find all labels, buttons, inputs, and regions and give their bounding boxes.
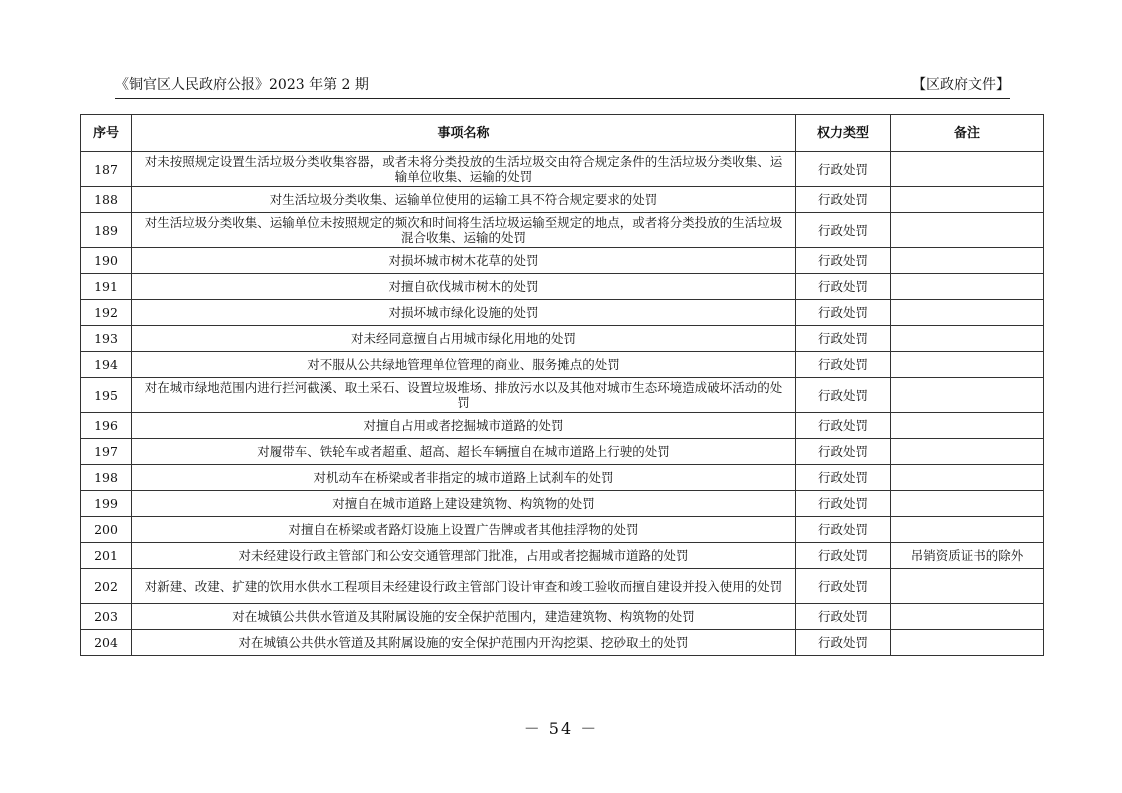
cell-item-name: 对不服从公共绿地管理单位管理的商业、服务摊点的处罚 (132, 352, 796, 378)
cell-item-name: 对机动车在桥梁或者非指定的城市道路上试刹车的处罚 (132, 465, 796, 491)
cell-note: 吊销资质证书的除外 (891, 543, 1044, 569)
cell-item-name: 对在城镇公共供水管道及其附属设施的安全保护范围内开沟挖渠、挖砂取土的处罚 (132, 630, 796, 656)
table-body (81, 152, 1044, 656)
table-row (81, 543, 1044, 569)
table-row (81, 378, 1044, 413)
cell-note (891, 517, 1044, 543)
cell-item-name: 对损坏城市绿化设施的处罚 (132, 300, 796, 326)
table-row (81, 517, 1044, 543)
column-header-name: 事项名称 (132, 115, 796, 152)
cell-note (891, 300, 1044, 326)
cell-power-type: 行政处罚 (796, 352, 891, 378)
cell-item-name: 对生活垃圾分类收集、运输单位使用的运输工具不符合规定要求的处罚 (132, 187, 796, 213)
cell-power-type: 行政处罚 (796, 604, 891, 630)
table-row (81, 569, 1044, 604)
cell-item-name: 对擅自砍伐城市树木的处罚 (132, 274, 796, 300)
cell-power-type: 行政处罚 (796, 213, 891, 248)
cell-no: 193 (81, 326, 132, 352)
cell-item-name: 对履带车、铁轮车或者超重、超高、超长车辆擅自在城市道路上行驶的处罚 (132, 439, 796, 465)
table-row (81, 213, 1044, 248)
cell-note (891, 152, 1044, 187)
cell-item-name: 对未经同意擅自占用城市绿化用地的处罚 (132, 326, 796, 352)
cell-note (891, 569, 1044, 604)
table-row (81, 274, 1044, 300)
cell-no: 199 (81, 491, 132, 517)
cell-no: 189 (81, 213, 132, 248)
cell-note (891, 465, 1044, 491)
cell-note (891, 326, 1044, 352)
cell-note (891, 439, 1044, 465)
table-row (81, 439, 1044, 465)
cell-no: 192 (81, 300, 132, 326)
cell-item-name: 对新建、改建、扩建的饮用水供水工程项目未经建设行政主管部门设计审查和竣工验收而擅自建设并投入使用的处罚 (132, 569, 796, 604)
cell-power-type: 行政处罚 (796, 413, 891, 439)
cell-power-type: 行政处罚 (796, 248, 891, 274)
cell-item-name: 对损坏城市树木花草的处罚 (132, 248, 796, 274)
cell-note (891, 213, 1044, 248)
cell-item-name: 对擅自占用或者挖掘城市道路的处罚 (132, 413, 796, 439)
table-row (81, 248, 1044, 274)
table-row (81, 465, 1044, 491)
cell-power-type: 行政处罚 (796, 465, 891, 491)
cell-power-type: 行政处罚 (796, 274, 891, 300)
column-header-type: 权力类型 (796, 115, 891, 152)
table-row (81, 152, 1044, 187)
cell-no: 188 (81, 187, 132, 213)
cell-no: 187 (81, 152, 132, 187)
cell-item-name: 对生活垃圾分类收集、运输单位未按照规定的频次和时间将生活垃圾运输至规定的地点，或者将分类投放的生活垃圾混合收集、运输的处罚 (132, 213, 796, 248)
table-header-row (81, 115, 1044, 152)
table-row (81, 413, 1044, 439)
page-header (115, 76, 1010, 99)
cell-no: 194 (81, 352, 132, 378)
cell-power-type: 行政处罚 (796, 326, 891, 352)
table-row (81, 604, 1044, 630)
cell-note (891, 413, 1044, 439)
cell-note (891, 491, 1044, 517)
table-row (81, 326, 1044, 352)
section-label: 【区政府文件】 (912, 77, 1010, 93)
cell-power-type: 行政处罚 (796, 630, 891, 656)
cell-note (891, 187, 1044, 213)
cell-note (891, 604, 1044, 630)
cell-power-type: 行政处罚 (796, 491, 891, 517)
column-header-no: 序号 (81, 115, 132, 152)
publication-title: 《铜官区人民政府公报》2023 年第 2 期 (115, 77, 369, 93)
cell-power-type: 行政处罚 (796, 543, 891, 569)
cell-note (891, 274, 1044, 300)
cell-no: 201 (81, 543, 132, 569)
cell-note (891, 352, 1044, 378)
cell-power-type: 行政处罚 (796, 439, 891, 465)
cell-item-name: 对擅自在桥梁或者路灯设施上设置广告牌或者其他挂浮物的处罚 (132, 517, 796, 543)
table-row (81, 491, 1044, 517)
cell-power-type: 行政处罚 (796, 378, 891, 413)
cell-no: 191 (81, 274, 132, 300)
cell-note (891, 248, 1044, 274)
cell-no: 202 (81, 569, 132, 604)
cell-note (891, 378, 1044, 413)
cell-power-type: 行政处罚 (796, 187, 891, 213)
table-row (81, 352, 1044, 378)
table-row (81, 300, 1044, 326)
cell-item-name: 对擅自在城市道路上建设建筑物、构筑物的处罚 (132, 491, 796, 517)
cell-no: 198 (81, 465, 132, 491)
cell-power-type: 行政处罚 (796, 569, 891, 604)
cell-item-name: 对未经建设行政主管部门和公安交通管理部门批准，占用或者挖掘城市道路的处罚 (132, 543, 796, 569)
cell-no: 190 (81, 248, 132, 274)
cell-no: 196 (81, 413, 132, 439)
cell-item-name: 对在城市绿地范围内进行拦河截溪、取土采石、设置垃圾堆场、排放污水以及其他对城市生态环境造成破坏活动的处罚 (132, 378, 796, 413)
cell-note (891, 630, 1044, 656)
cell-no: 200 (81, 517, 132, 543)
cell-power-type: 行政处罚 (796, 152, 891, 187)
page-number: － 54 － (523, 719, 599, 738)
table-row (81, 630, 1044, 656)
cell-no: 197 (81, 439, 132, 465)
cell-item-name: 对未按照规定设置生活垃圾分类收集容器，或者未将分类投放的生活垃圾交由符合规定条件的生活垃圾分类收集、运输单位收集、运输的处罚 (132, 152, 796, 187)
cell-item-name: 对在城镇公共供水管道及其附属设施的安全保护范围内，建造建筑物、构筑物的处罚 (132, 604, 796, 630)
cell-no: 195 (81, 378, 132, 413)
cell-power-type: 行政处罚 (796, 300, 891, 326)
cell-no: 203 (81, 604, 132, 630)
cell-power-type: 行政处罚 (796, 517, 891, 543)
cell-no: 204 (81, 630, 132, 656)
power-items-table (80, 114, 1044, 656)
table-row (81, 187, 1044, 213)
column-header-note: 备注 (891, 115, 1044, 152)
